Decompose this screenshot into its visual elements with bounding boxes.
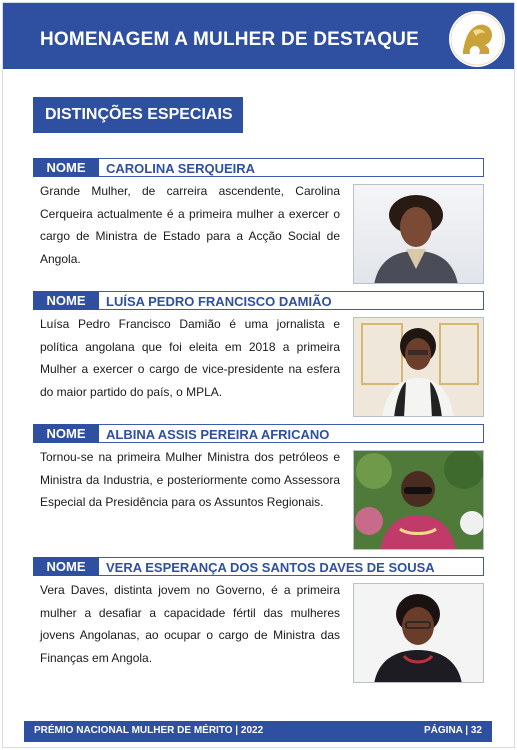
- logo-badge: [449, 11, 505, 67]
- name-label: NOME: [33, 557, 99, 576]
- page-title: HOMENAGEM A MULHER DE DESTAQUE: [40, 29, 419, 50]
- section-title: DISTINÇÕES ESPECIAIS: [45, 106, 233, 123]
- honoree-description: Vera Daves, distinta jovem no Governo, é a primeira mulher a desafiar a capacidade fértil das mulheres jovens Angolanas, ao ocupar o cargo de Ministra das Finanças em Angola.: [40, 583, 340, 665]
- name-bar: [33, 158, 484, 177]
- name-bar: [33, 291, 484, 310]
- honoree-name: CAROLINA SERQUEIRA: [106, 161, 256, 176]
- name-bar: [33, 557, 484, 576]
- name-bar: [33, 424, 484, 443]
- gold-woman-silhouette-icon: [449, 11, 505, 67]
- header-bar: [3, 3, 514, 69]
- honoree-photo: [353, 583, 484, 683]
- honoree-name: LUÍSA PEDRO FRANCISCO DAMIÃO: [106, 294, 332, 309]
- name-label: NOME: [33, 158, 99, 177]
- honoree-photo: [353, 450, 484, 550]
- honoree-description: Tornou-se na primeira Mulher Ministra dos petróleos e Ministra da Industria, e posteriormente como Assessora Especial da Presidência para os Assuntos Regionais.: [40, 450, 340, 509]
- honoree-name: ALBINA ASSIS PEREIRA AFRICANO: [106, 427, 330, 442]
- honoree-name: VERA ESPERANÇA DOS SANTOS DAVES DE SOUSA: [106, 560, 435, 575]
- honoree-description: Luísa Pedro Francisco Damião é uma jornalista e política angolana que foi eleita em 2018 a primeira Mulher a exercer o cargo de vice-presidente na esfera do maior partido do país, o MPLA.: [40, 317, 340, 399]
- name-label: NOME: [33, 291, 99, 310]
- honoree-photo: [353, 317, 484, 417]
- footer-bar: [24, 721, 492, 742]
- footer-award-title: PRÉMIO NACIONAL MULHER DE MÉRITO | 2022: [34, 725, 264, 736]
- honoree-description: Grande Mulher, de carreira ascendente, Carolina Cerqueira actualmente é a primeira mulher a exercer o cargo de Ministra de Estado para a Acção Social de Angola.: [40, 184, 340, 266]
- footer-page-number: PÁGINA | 32: [424, 725, 482, 736]
- name-label: NOME: [33, 424, 99, 443]
- section-title-box: [33, 97, 243, 133]
- honoree-photo: [353, 184, 484, 284]
